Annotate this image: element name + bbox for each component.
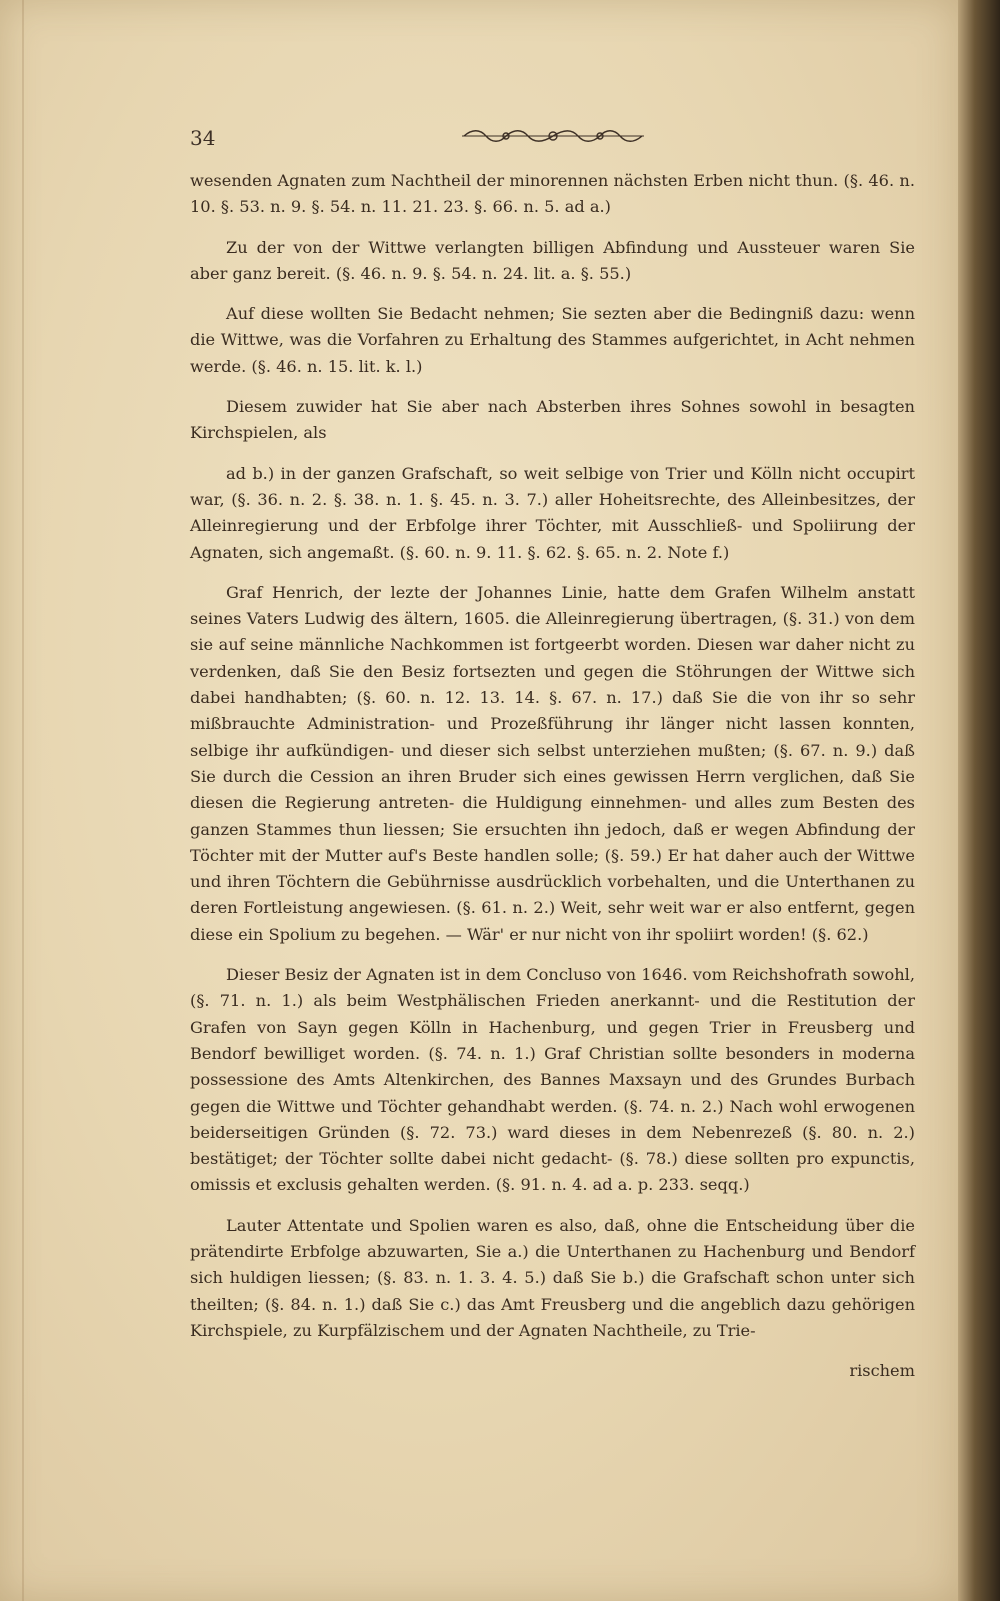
catchword: rischem (849, 1361, 915, 1381)
book-page-edge (958, 0, 1000, 1601)
paragraph-4: Diesem zuwider hat Sie aber nach Absterben ihres Sohnes sowohl in besagten Kirchspielen, als (190, 397, 915, 443)
paragraph-7: Dieser Besiz der Agnaten ist in dem Concluso von 1646. vom Reichshofrath sowohl, (§. 71. n. 1.) als beim Westphälischen Frieden anerkannt- und die Restitution der Grafen von Sayn gegen Kölln in Hachenburg, und gegen Trier in Freusberg und Bendorf bewilliget worden. (§. 74. n. 1.) Graf Christian sollte besonders in moderna possessione des Amts Altenkirchen, des Bannes Maxsayn und des Grundes Burbach gegen die Wittwe und Töchter gehandhabt werden. (§. 74. n. 2.) Nach wohl erwogenen beiderseitigen Gründen (§. 72. 73.) ward dieses in dem Nebenrezeß (§. 80. n. 2.) bestätiget; der Töchter sollte dabei nicht gedacht- (§. 78.) diese sollten pro expunctis, omissis et exclusis gehalten werden. (§. 91. n. 4. ad a. p. 233. seqq.) (190, 965, 915, 1195)
gutter-line (22, 0, 24, 1601)
paragraph-1: wesenden Agnaten zum Nachtheil der minorennen nächsten Erben nicht thun. (§. 46. n. 10. §. 53. n. 9. §. 54. n. 11. 21. 23. §. 66. n. 5. ad a.) (190, 171, 915, 217)
ornament-divider-icon (458, 126, 648, 146)
paragraph-8: Lauter Attentate und Spolien waren es also, daß, ohne die Entscheidung über die prätendirte Erbfolge abzuwarten, Sie a.) die Unterthanen zu Hachenburg und Bendorf sich huldigen liessen; (§. 83. n. 1. 3. 4. 5.) daß Sie b.) die Grafschaft schon unter sich theilten; (§. 84. n. 1.) daß Sie c.) das Amt Freusberg und die angeblich dazu gehörigen Kirchspiele, zu Kurpfälzischem und der Agnaten Nachtheile, zu Trie- (190, 1215, 915, 1340)
paragraph-6: Graf Henrich, der lezte der Johannes Linie, hatte dem Grafen Wilhelm anstatt seines Vaters Ludwig des ältern, 1605. die Alleinregierung übertragen, (§. 31.) von dem sie auf seine männliche Nachkommen ist fortgeerbt worden. Diesen war daher nicht zu verdenken, daß Sie den Besiz fortsezten und gegen die Stöhrungen der Wittwe sich dabei handhabten; (§. 60. n. 12. 13. 14. §. 67. n. 17.) daß Sie die von ihr so sehr mißbrauchte Administration- und Prozeßführung ihr länger nicht lassen konnten, selbige ihr aufkündigen- und dieser sich selbst unterziehen mußten; (§. 67. n. 9.) daß Sie durch die Cession an ihren Bruder sich eines gewissen Herrn verglichen, daß Sie diesen die Regierung antreten- die Huldigung einnehmen- und alles zum Besten des ganzen Stammes thun liessen; Sie ersuchten ihn jedoch, daß er wegen Abfindung der Töchter mit der Mutter auf's Beste handlen solle; (§. 59.) Er hat daher auch der Wittwe und ihren Töchtern die Gebührnisse ausdrücklich vorbehalten, und die Unterthanen zu deren Fortleistung angewiesen. (§. 61. n. 2.) Weit, sehr weit war er also entfernt, gegen diese ein Spolium zu begehen. — Wär' er nur nicht von ihr spoliirt worden! (§. 62.) (190, 582, 915, 944)
paragraph-2: Zu der von der Wittwe verlangten billigen Abfindung und Aussteuer waren Sie aber ganz bereit. (§. 46. n. 9. §. 54. n. 24. lit. a. §. 55.) (190, 237, 915, 283)
page-header (190, 124, 915, 154)
page-number: 34 (190, 126, 216, 150)
body-text (190, 168, 915, 1384)
paragraph-5: ad b.) in der ganzen Grafschaft, so weit selbige von Trier und Kölln nicht occupirt war, (§. 36. n. 2. §. 38. n. 1. §. 45. n. 3. 7.) aller Hoheitsrechte, des Alleinbesitzes, der Alleinregierung und der Erbfolge ihrer Töchter, mit Ausschließ- und Spoliirung der Agnaten, sich angemaßt. (§. 60. n. 9. 11. §. 62. §. 65. n. 2. Note f.) (190, 463, 915, 562)
paragraph-3: Auf diese wollten Sie Bedacht nehmen; Sie sezten aber die Bedingniß dazu: wenn die Wittwe, was die Vorfahren zu Erhaltung des Stammes aufgerichtet, in Acht nehmen werde. (§. 46. n. 15. lit. k. l.) (190, 304, 915, 376)
